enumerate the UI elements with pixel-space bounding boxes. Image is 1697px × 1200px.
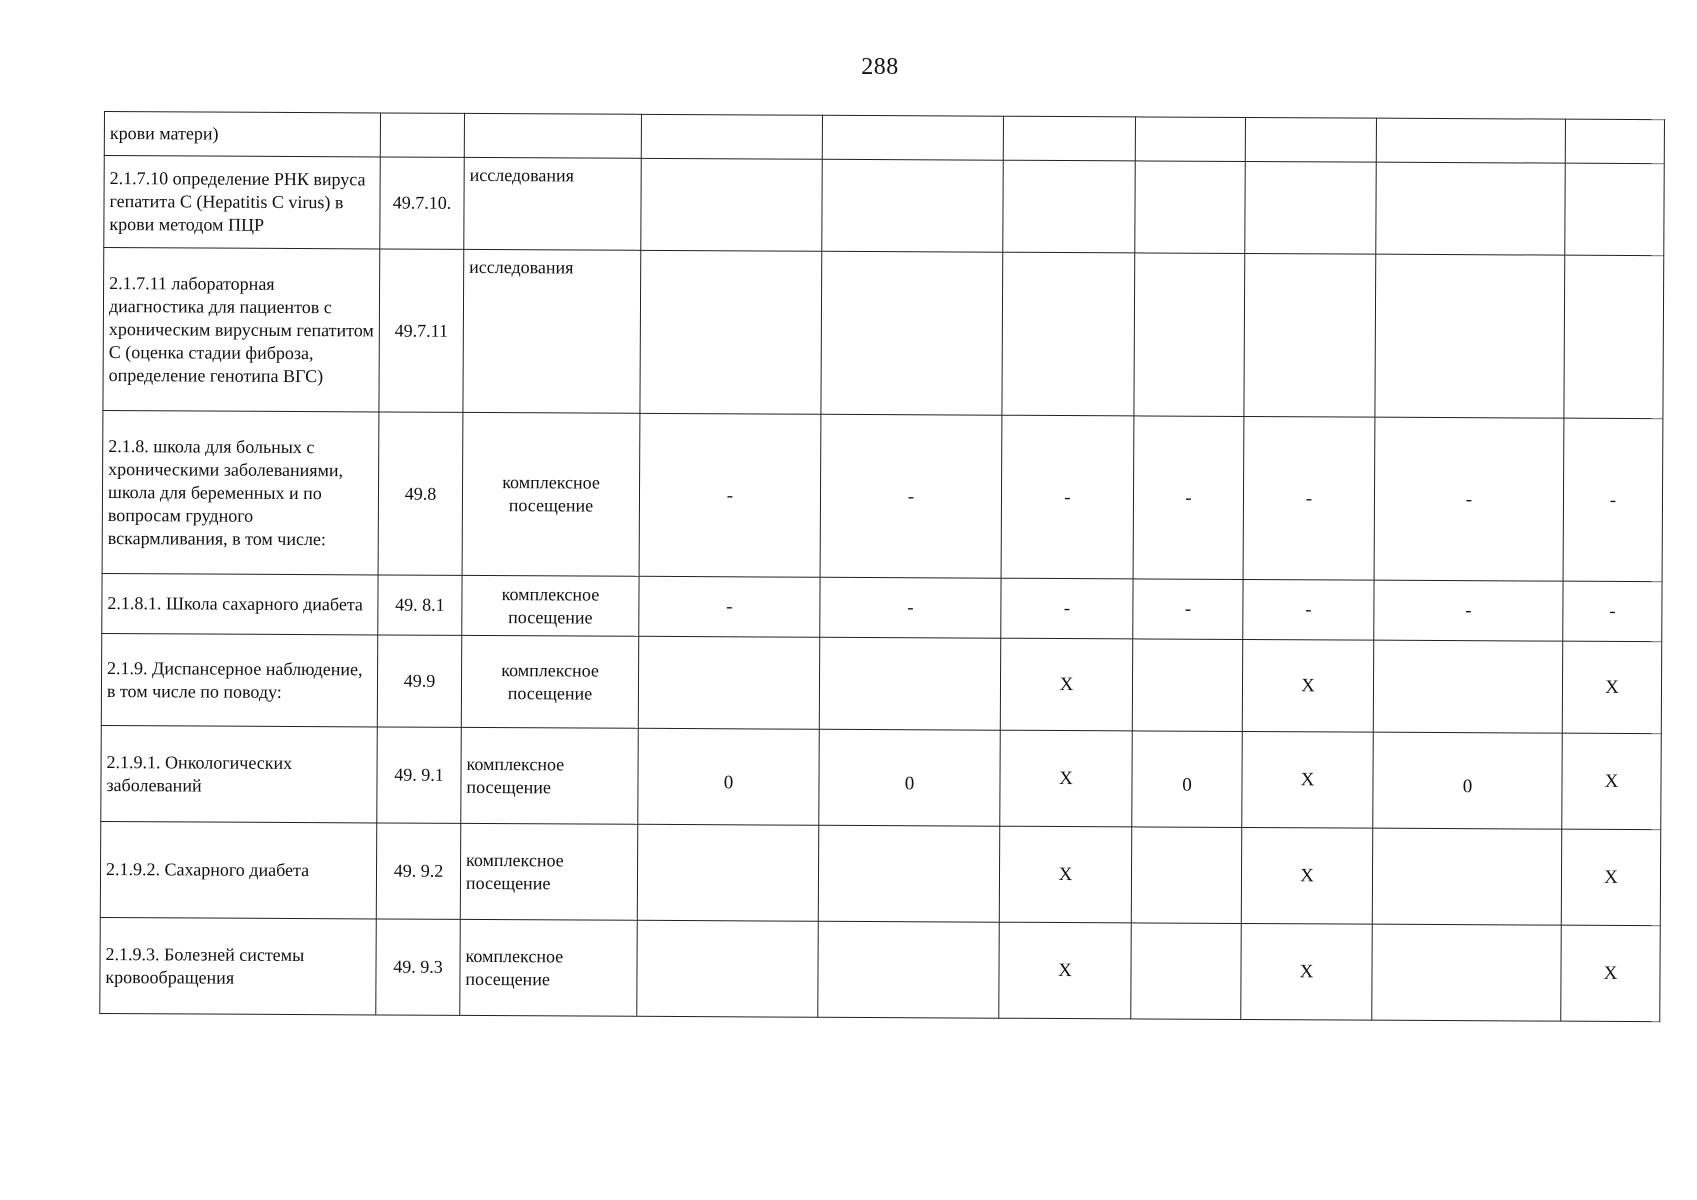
row-code: 49. 9.1 (377, 727, 462, 823)
row-value: Х (1562, 641, 1661, 734)
row-name: 2.1.9. Диспансерное наблюдение, в том числе по поводу: (101, 633, 377, 726)
row-name: 2.1.8. школа для больных с хроническими заболеваниями, школа для беременных и по вопросам грудного вскармливания, в том числе: (102, 410, 379, 574)
row-code: 49.8 (378, 412, 463, 575)
row-value (1135, 117, 1245, 162)
row-value: Х (1241, 827, 1373, 924)
row-value (1134, 253, 1245, 417)
row-value: 0 (1132, 731, 1243, 828)
row-value (637, 824, 819, 921)
row-code: 49. 9.3 (376, 919, 461, 1015)
row-code: 49.7.11 (379, 249, 464, 412)
row-value: - (1243, 416, 1375, 580)
table-row (102, 410, 1663, 581)
row-value: 0 (819, 729, 1001, 826)
row-value (1131, 827, 1242, 924)
table-row (101, 725, 1661, 829)
row-value: - (1563, 418, 1663, 582)
row-value (1132, 639, 1242, 732)
row-unit: комплексное посещение (462, 575, 639, 636)
row-value: - (820, 577, 1001, 638)
row-value: Х (1562, 733, 1662, 830)
row-value: Х (1561, 829, 1661, 926)
row-unit: исследования (463, 249, 641, 413)
row-unit: комплексное посещение (460, 823, 638, 920)
row-code: 49. 9.2 (376, 823, 461, 919)
row-name: 2.1.8.1. Школа сахарного диабета (102, 573, 378, 634)
row-unit: комплексное посещение (461, 635, 638, 728)
row-value (638, 636, 819, 729)
row-value (1003, 116, 1135, 161)
row-value: Х (999, 826, 1132, 923)
row-value (1373, 640, 1562, 733)
row-code: 49.7.10. (380, 157, 464, 249)
row-unit: комплексное посещение (460, 919, 638, 1016)
data-table (99, 111, 1665, 1022)
row-value: Х (1000, 638, 1132, 731)
row-value (1372, 828, 1562, 925)
row-value (818, 921, 1000, 1018)
row-value (1565, 119, 1664, 164)
row-value: - (639, 413, 821, 577)
row-unit (464, 113, 641, 158)
row-value: - (1001, 415, 1134, 579)
row-value (641, 114, 822, 159)
row-value (821, 251, 1003, 415)
row-value (822, 159, 1003, 252)
row-value (1376, 162, 1565, 255)
row-value (1245, 117, 1376, 162)
row-code: 49.9 (377, 635, 461, 727)
row-value: - (1243, 579, 1374, 640)
row-value (1372, 924, 1562, 1021)
row-value (1375, 254, 1565, 418)
row-value (822, 115, 1003, 160)
row-value (1245, 161, 1376, 254)
row-value: 0 (638, 728, 820, 825)
row-value: - (639, 576, 820, 637)
row-name: 2.1.7.11 лабораторная диагностика для пациентов с хроническим вирусным гепатитом С (оценка стадии фиброза, определение генотипа ВГС) (103, 248, 380, 412)
row-value: Х (1242, 639, 1373, 732)
row-value (637, 920, 819, 1017)
row-value (819, 637, 1000, 730)
row-value: Х (999, 922, 1132, 1019)
row-name: 2.1.9.1. Онкологических заболеваний (101, 725, 377, 822)
row-name: 2.1.9.2. Сахарного диабета (100, 821, 376, 918)
row-name: 2.1.7.10 определение РНК вируса гепатита С (Hepatitis C virus) в крови методом ПЦР (104, 156, 380, 249)
table-row (100, 917, 1660, 1021)
row-unit: комплексное посещение (461, 727, 639, 824)
row-value (818, 825, 1000, 922)
row-value: 0 (1373, 732, 1563, 829)
row-value (1244, 253, 1376, 417)
table-row (101, 633, 1661, 733)
row-value: Х (1561, 925, 1661, 1022)
row-value (641, 158, 822, 251)
row-value: Х (1241, 923, 1373, 1020)
table-row (104, 156, 1664, 256)
row-code (380, 113, 464, 157)
table-row (103, 248, 1664, 419)
row-value (1564, 255, 1664, 419)
row-value (1565, 163, 1664, 256)
row-value: - (1001, 578, 1133, 639)
row-value: - (1374, 580, 1563, 641)
row-name: 2.1.9.3. Болезней системы кровообращения (100, 917, 376, 1014)
row-value: - (1133, 416, 1244, 580)
row-value (640, 250, 822, 414)
row-code: 49. 8.1 (378, 575, 462, 635)
row-unit: комплексное посещение (462, 412, 640, 576)
row-value: Х (1242, 731, 1374, 828)
row-value (1003, 160, 1135, 253)
row-value (1376, 118, 1565, 163)
row-value (1135, 161, 1245, 254)
row-value: - (1133, 579, 1243, 640)
table-row (102, 573, 1662, 641)
table-row (100, 821, 1660, 925)
row-value: Х (1000, 730, 1133, 827)
page-number: 288 (861, 54, 899, 80)
row-name: крови матери) (104, 112, 380, 157)
row-value: - (1374, 417, 1564, 581)
row-value: - (820, 414, 1002, 578)
row-value (1131, 923, 1242, 1020)
row-value (1002, 252, 1135, 416)
row-unit: исследования (464, 157, 641, 250)
row-value: - (1563, 581, 1662, 642)
